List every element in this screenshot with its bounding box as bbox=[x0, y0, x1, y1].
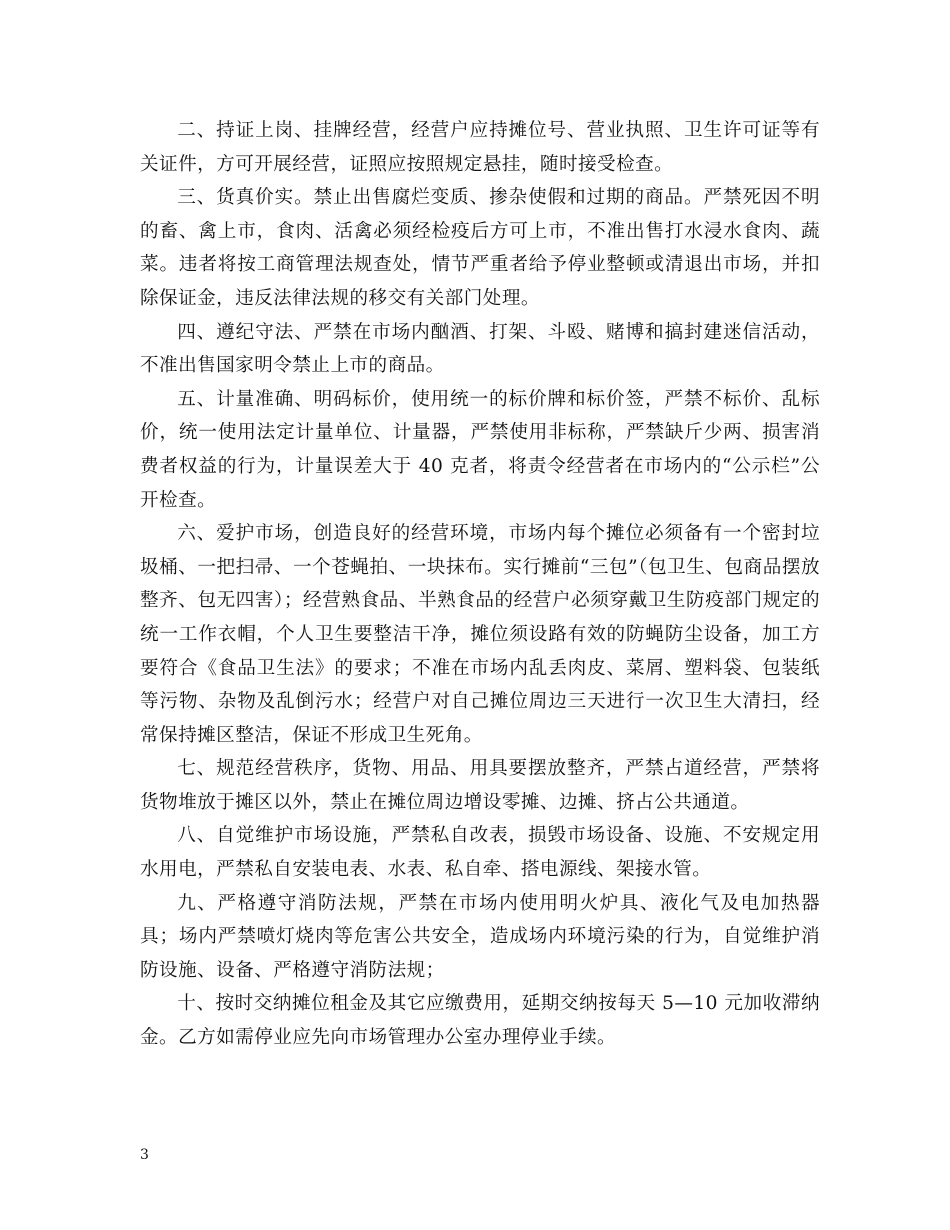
paragraph-article-4: 四、遵纪守法、严禁在市场内酗酒、打架、斗殴、赌博和搞封建迷信活动，不准出售国家明令禁止上市的商品。 bbox=[140, 321, 820, 377]
paragraph-article-10: 十、按时交纳摊位租金及其它应缴费用，延期交纳按每天 5—10 元加收滞纳金。乙方如需停业应先向市场管理办公室办理停业手续。 bbox=[140, 993, 820, 1049]
paragraph-article-3: 三、货真价实。禁止出售腐烂变质、掺杂使假和过期的商品。严禁死因不明的畜、禽上市，食肉、活禽必须经检疫后方可上市，不准出售打水浸水食肉、蔬菜。违者将按工商管理法规查处，情节严重者给予停业整顿或清退出市场，并扣除保证金，违反法律法规的移交有关部门处理。 bbox=[140, 187, 820, 309]
paragraph-article-5: 五、计量准确、明码标价，使用统一的标价牌和标价签，严禁不标价、乱标价，统一使用法定计量单位、计量器，严禁使用非标称，严禁缺斤少两、损害消费者权益的行为，计量误差大于 40 克者，将责令经营者在市场内的“公示栏”公开检查。 bbox=[140, 388, 820, 511]
paragraph-article-2: 二、持证上岗、挂牌经营，经营户应持摊位号、营业执照、卫生许可证等有关证件，方可开展经营，证照应按照规定悬挂，随时接受检查。 bbox=[140, 120, 820, 175]
paragraph-article-8: 八、自觉维护市场设施，严禁私自改表，损毁市场设备、设施、不安规定用水用电，严禁私自安装电表、水表、私自牵、搭电源线、架接水管。 bbox=[140, 825, 820, 881]
paragraph-article-6: 六、爱护市场，创造良好的经营环境，市场内每个摊位必须备有一个密封垃圾桶、一把扫帚、一个苍蝇拍、一块抹布。实行摊前“三包”（包卫生、包商品摆放整齐、包无四害）；经营熟食品、半熟食品的经营户必须穿戴卫生防疫部门规定的统一工作衣帽，个人卫生要整洁干净，摊位须设路有效的防蝇防尘设备，加工方要符合《食品卫生法》的要求；不准在市场内乱丢肉皮、菜屑、塑料袋、包装纸等污物、杂物及乱倒污水；经营户对自己摊位周边三天进行一次卫生大清扫，经常保持摊区整洁，保证不形成卫生死角。 bbox=[140, 523, 820, 746]
page-number: 3 bbox=[140, 1147, 149, 1163]
document-body bbox=[140, 114, 820, 1055]
paragraph-article-7: 七、规范经营秩序，货物、用品、用具要摆放整齐，严禁占道经营，严禁将货物堆放于摊区以外，禁止在摊位周边增设零摊、边摊、挤占公共通道。 bbox=[140, 758, 820, 813]
paragraph-article-9: 九、严格遵守消防法规，严禁在市场内使用明火炉具、液化气及电加热器具；场内严禁喷灯烧肉等危害公共安全，造成场内环境污染的行为，自觉维护消防设施、设备、严格遵守消防法规； bbox=[140, 892, 820, 981]
